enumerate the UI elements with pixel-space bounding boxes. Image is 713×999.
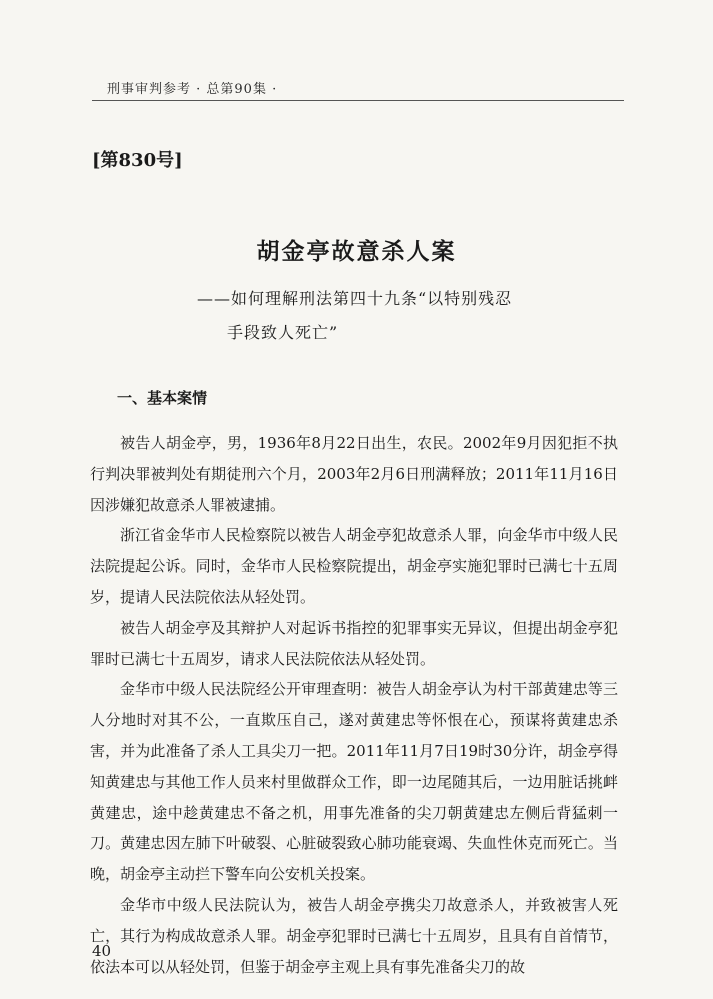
header-rule <box>92 100 624 101</box>
case-title: 胡金亭故意杀人案 <box>256 238 457 265</box>
paragraph: 浙江省金华市人民检察院以被告人胡金亭犯故意杀人罪，向金华市中级人民法院提起公诉。同时，金华市人民检察院提出，胡金亭实施犯罪时已满七十五周岁，提请人民法院依法从轻处罚。 <box>90 526 618 606</box>
body-text <box>90 428 618 982</box>
paragraph: 金华市中级人民法院认为，被告人胡金亭携尖刀故意杀人，并致被害人死亡，其行为构成故意杀人罪。胡金亭犯罪时已满七十五周岁，且具有自首情节，依法本可以从轻处罚，但鉴于胡金亭主观上具有事先准备尖刀的故 <box>90 895 618 976</box>
case-number: [第830号] <box>92 150 183 171</box>
page-number: 40 <box>92 942 112 960</box>
section-heading: 一、基本案情 <box>117 389 208 407</box>
subtitle-line-1: ——如何理解刑法第四十九条“以特别残忍 <box>197 289 513 308</box>
paragraph: 金华市中级人民法院经公开审理查明：被告人胡金亭认为村干部黄建忠等三人分地时对其不公，一直欺压自己，遂对黄建忠等怀恨在心，预谋将黄建忠杀害，并为此准备了杀人工具尖刀一把。2011年11月7日19时30分许，胡金亭得知黄建忠与其他工作人员来村里做群众工作，即一边尾随其后，一边用脏话挑衅黄建忠，途中趁黄建忠不备之机，用事先准备的尖刀朝黄建忠左侧后背猛刺一刀。黄建忠因左肺下叶破裂、心脏破裂致心肺功能衰竭、失血性休克而死亡。当晚，胡金亭主动拦下警车向公安机关投案。 <box>90 680 618 884</box>
case-subtitle <box>197 282 617 350</box>
running-header: 刑事审判参考 · 总第90集 · <box>107 82 278 97</box>
paragraph: 被告人胡金亭及其辩护人对起诉书指控的犯罪事实无异议，但提出胡金亭犯罪时已满七十五周岁，请求人民法院依法从轻处罚。 <box>90 618 618 668</box>
paragraph: 被告人胡金亭，男，1936年8月22日出生，农民。2002年9月因犯拒不执行判决罪被判处有期徒刑六个月，2003年2月6日刑满释放；2011年11月16日因涉嫌犯故意杀人罪被逮捕。 <box>90 434 618 514</box>
subtitle-line-2: 手段致人死亡” <box>227 323 339 342</box>
